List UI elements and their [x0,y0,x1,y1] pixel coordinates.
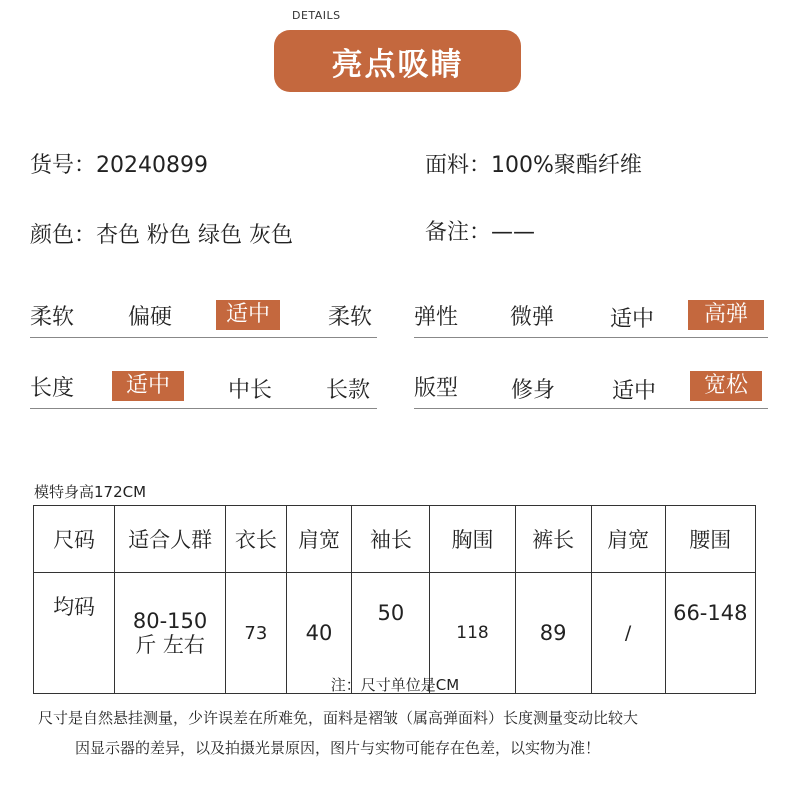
remark-info: 备注：—— [425,220,536,245]
header-chest: 胸围 [430,506,515,573]
model-height-note: 模特身高172CM [34,483,147,501]
header-pants-length: 裤长 [515,506,591,573]
disclaimer-line-2: 因显示器的差异，以及拍摄光景原因，图片与实物可能存在色差，以实物为准！ [75,739,601,757]
header-size: 尺码 [34,506,115,573]
cell-shoulder: 40 [286,573,352,694]
disclaimer-line-1: 尺寸是自然悬挂测量，少许误差在所难免，面料是褶皱（属高弹面料）长度测量变动比较大 [38,709,639,727]
length-option-mid-long: 中长 [228,378,273,403]
elasticity-option-high-selected: 高弹 [688,300,764,330]
header-waist: 腰围 [665,506,755,573]
banner-title: 亮点吸睛 [331,46,464,83]
fit-underline [414,408,768,409]
length-underline [30,408,377,409]
elasticity-underline [414,337,768,338]
fit-option-regular: 适中 [612,379,657,404]
fabric-info: 面料：100%聚酯纤维 [425,153,642,178]
fit-label: 版型 [414,376,459,401]
header-sleeve: 袖长 [352,506,430,573]
cell-chest: 118 [430,573,515,694]
header-top-length: 衣长 [226,506,287,573]
size-table [33,505,756,694]
softness-option-soft: 柔软 [328,305,373,330]
fit-option-loose-selected: 宽松 [690,371,762,401]
header-shoulder-2: 肩宽 [591,506,665,573]
softness-underline [30,337,377,338]
softness-option-hard: 偏硬 [128,305,173,330]
unit-note: 注：尺寸单位是CM [330,676,460,694]
elasticity-option-medium: 适中 [610,307,655,332]
cell-suitable: 80-150斤 左右 [115,573,226,694]
title-banner [274,30,521,92]
cell-size: 均码 [34,573,115,694]
softness-option-medium-selected: 适中 [216,300,280,330]
cell-waist: 66-148 [665,573,755,694]
size-table-header-row [34,506,756,573]
cell-pants-length: 89 [515,573,591,694]
length-label: 长度 [30,376,75,401]
header-shoulder: 肩宽 [286,506,352,573]
cell-top-length: 73 [226,573,287,694]
length-option-medium-selected: 适中 [112,371,184,401]
details-label: DETAILS [292,9,341,22]
cell-shoulder-2: / [591,573,665,694]
elasticity-option-slight: 微弹 [510,305,555,330]
cell-sleeve: 50 [352,573,430,694]
header-suitable: 适合人群 [115,506,226,573]
elasticity-label: 弹性 [414,305,459,330]
color-info: 颜色：杏色 粉色 绿色 灰色 [30,223,293,248]
softness-label: 柔软 [30,305,75,330]
length-option-long: 长款 [326,378,371,403]
fit-option-slim: 修身 [511,378,556,403]
item-number: 货号：20240899 [30,153,208,178]
